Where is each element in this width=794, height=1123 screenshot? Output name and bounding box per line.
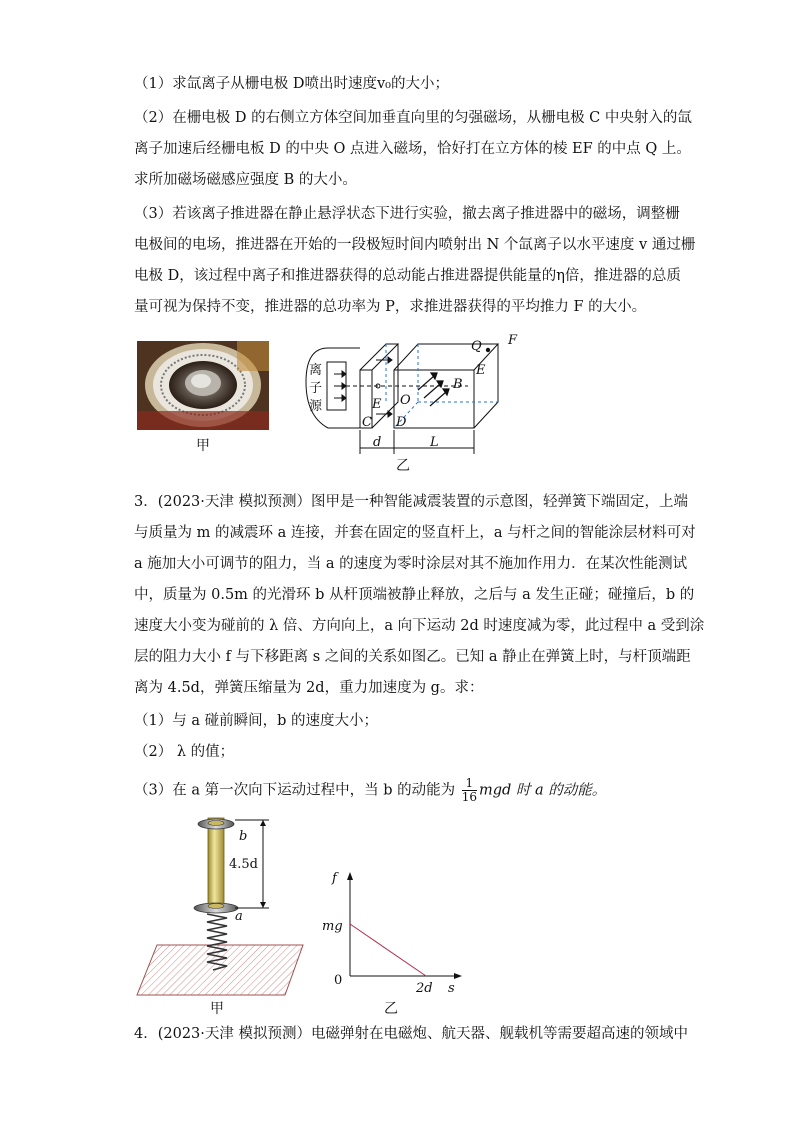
label-f-axis: f — [332, 871, 337, 886]
p3-q3 — [134, 777, 606, 804]
fig2-jia-caption: 甲 — [196, 438, 210, 454]
label-s-axis: s — [448, 981, 455, 996]
p3-line7: 离为 4.5d，弹簧压缩量为 2d，重力加速度为 g。求： — [134, 680, 484, 696]
thruster-photo — [137, 341, 269, 430]
label-E-vertex: E — [476, 363, 486, 378]
label-height: 4.5d — [229, 857, 258, 872]
p3-line1: 3．(2023·天津 模拟预测）图甲是一种智能减震装置的示意图，轻弹簧下端固定，上端 — [134, 494, 688, 510]
label-O: O — [400, 393, 411, 408]
label-B: B — [453, 377, 463, 392]
p2-q2-line2: 离子加速后经栅电板 D 的中央 O 点进入磁场，恰好打在立方体的棱 EF 的中点 Q 上。 — [134, 141, 691, 157]
fraction-numerator: 1 — [462, 777, 477, 791]
p3-line3: a 施加大小可调节的阻力，当 a 的速度为零时涂层对其不施加作用力．在某次性能测试 — [134, 556, 688, 572]
p3-line2: 与质量为 m 的减震环 a 连接，并套在固定的竖直杆上，a 与杆之间的智能涂层材料可对 — [134, 525, 696, 541]
f-s-graph — [318, 868, 468, 998]
p2-q3-line4: 量可视为保持不变，推进器的总功率为 P，求推进器获得的平均推力 F 的大小。 — [134, 299, 647, 315]
damper-device-figure — [135, 810, 305, 1000]
label-a: a — [235, 909, 243, 924]
label-source-3: 源 — [309, 399, 323, 414]
fig3-jia-caption: 甲 — [210, 1001, 224, 1017]
ion-thruster-diagram — [300, 330, 530, 460]
label-D: D — [396, 415, 407, 430]
p3-line6: 层的阻力大小 f 与下移距离 s 之间的关系如图乙。已知 a 静止在弹簧上时，与杆顶端距 — [134, 649, 691, 665]
p2-q2-line3: 求所加磁场磁感应强度 B 的大小。 — [134, 172, 357, 188]
label-L: L — [430, 435, 439, 450]
p3-q3-post: mgd 时 a 的动能。 — [478, 782, 607, 799]
label-2d: 2d — [416, 981, 433, 996]
label-E-field: E — [372, 397, 382, 412]
label-F: F — [508, 333, 518, 348]
p3-q2: （2） λ 的值； — [134, 744, 235, 760]
fraction — [462, 777, 477, 804]
p3-q3-pre: （3）在 a 第一次向下运动过程中，当 b 的动能为 — [134, 782, 456, 799]
label-mg: mg — [322, 919, 343, 934]
p2-q3-line2: 电极间的电场，推进器在开始的一段极短时间内喷射出 N 个氙离子以水平速度 v 通过栅 — [134, 237, 696, 253]
fig2-yi-caption: 乙 — [396, 458, 410, 474]
fraction-denominator: 16 — [461, 790, 477, 804]
p3-line5: 速度大小变为碰前的 λ 倍、方向向上，a 向下运动 2d 时速度减为零，此过程中 a 受到涂 — [134, 618, 705, 634]
p4-line1: 4．(2023·天津 模拟预测）电磁弹射在电磁炮、航天器、舰载机等需要超高速的领域中 — [134, 1026, 688, 1042]
p2-q1: （1）求氙离子从栅电极 D喷出时速度v₀的大小； — [134, 76, 449, 92]
p3-line4: 中，质量为 0.5m 的光滑环 b 从杆顶端被静止释放，之后与 a 发生正碰；碰撞后，b 的 — [134, 587, 695, 603]
label-Q: Q — [471, 339, 482, 354]
label-b: b — [239, 829, 248, 844]
label-d: d — [373, 435, 382, 450]
label-source-2: 子 — [309, 381, 323, 396]
label-origin: 0 — [334, 973, 343, 988]
p2-q3-line1: （3）若该离子推进器在静止悬浮状态下进行实验，撤去离子推进器中的磁场，调整栅 — [134, 206, 680, 222]
label-C: C — [362, 415, 372, 430]
fig3-yi-caption: 乙 — [384, 1001, 398, 1017]
label-source-1: 离 — [309, 363, 323, 378]
p2-q2-line1: （2）在栅电极 D 的右侧立方体空间加垂直向里的匀强磁场，从栅电极 C 中央射入的氙 — [134, 110, 692, 126]
p3-q1: （1）与 a 碰前瞬间，b 的速度大小； — [134, 713, 378, 729]
p2-q3-line3: 电极 D，该过程中离子和推进器获得的总动能占推进器提供能量的η倍，推进器的总质 — [134, 268, 681, 284]
